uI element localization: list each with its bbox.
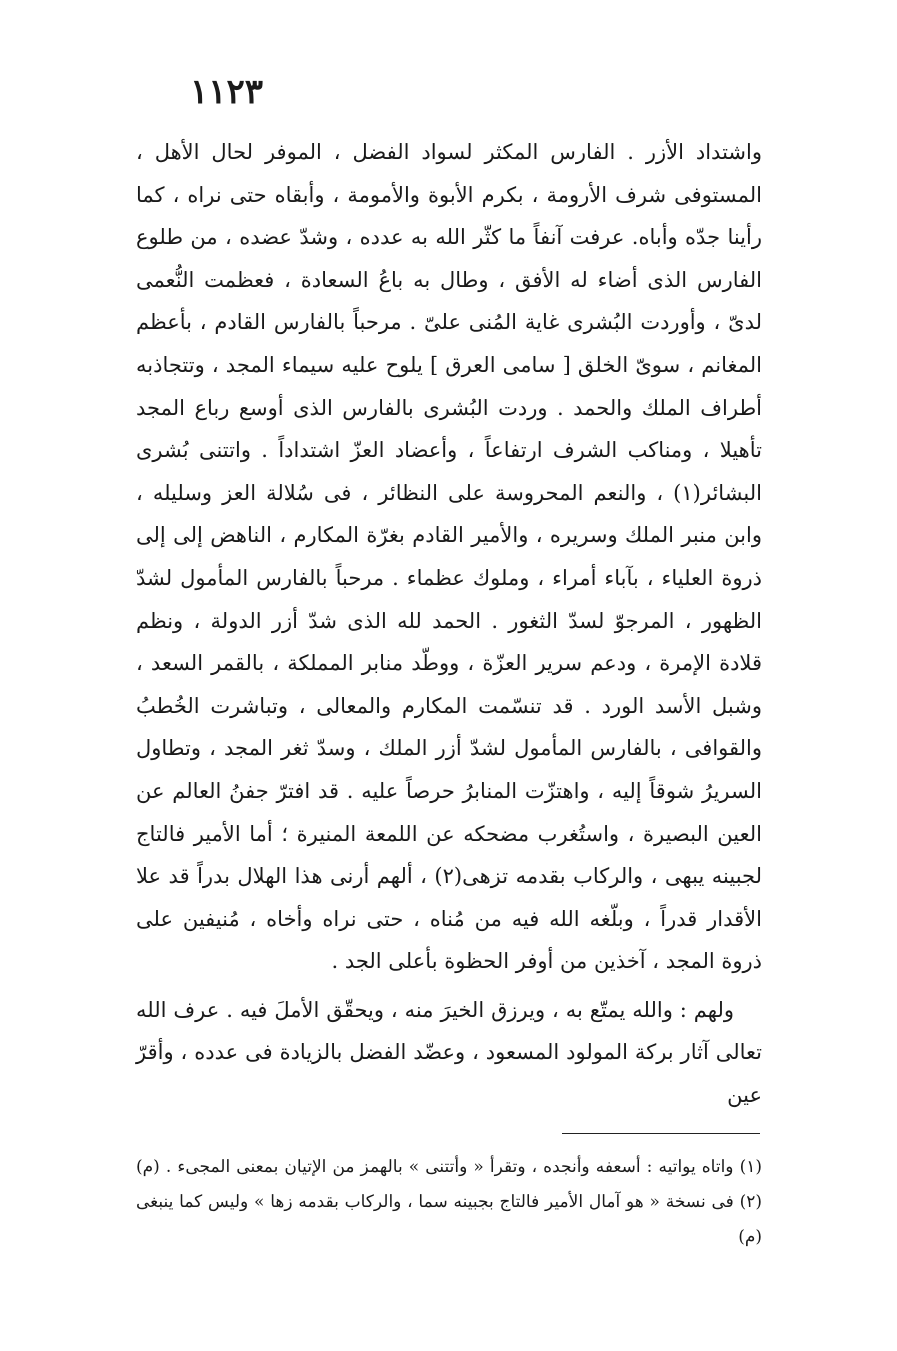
footnote-divider: [562, 1133, 760, 1134]
footnote-text: (١) واتاه يواتيه : أسعفه وأنجده ، وتقرأ « وأتتنى » بالهمز من الإتيان بمعنى المجىء . (م) (٢) فى نسخة « هو آمال الأمير فالتاج بجبينه سما ، والركاب بقدمه زها » وليس كما ينبغى (م): [136, 1157, 762, 1247]
page-number: ١١٢٣: [190, 72, 264, 112]
paragraph-1: واشتداد الأزر . الفارس المكثر لسواد الفضل ، الموفر لحال الأهل ، المستوفى شرف الأرومة ، بكرم الأبوة والأمومة ، وأبقاه حتى نراه ، كما رأينا جدّه وأباه. عرفت آنفاً ما كثّر الله به عدده ، وشدّ عضده ، من طلوع الفارس الذى أضاء له الأفق ، وطال به باعُ السعادة ، فعظمت النُّعمى لدىّ ، وأوردت البُشرى غاية المُنى علىّ . مرحباً بالفارس القادم ، بأعظم المغانم ، سوىّ الخلق [ سامى العرق ] يلوح عليه سيماء المجد ، وتتجاذبه أطراف الملك والحمد . وردت البُشرى بالفارس الذى أوسع رباع المجد تأهيلا ، ومناكب الشرف ارتفاعاً ، وأعضاد العزّ اشتداداً . واتتنى بُشرى البشائر(١) ، والنعم المحروسة على النظائر ، فى سُلالة العز وسليله ، وابن منبر الملك وسريره ، والأمير القادم بغرّة المكارم ، الناهض إلى إلى ذروة العلياء ، بآباء أمراء ، وملوك عظماء . مرحباً بالفارس المأمول لشدّ الظهور ، المرجوّ لسدّ الثغور . الحمد لله الذى شدّ أزر الدولة ، ونظم قلادة الإمرة ، ودعم سرير العزّة ، ووطّد منابر المملكة ، بالقمر السعد ، وشبل الأسد الورد . قد تنسّمت المكارم والمعالى ، وتباشرت الخُطبُ والقوافى ، بالفارس المأمول لشدّ أزر الملك ، وسدّ ثغر المجد ، وتطاول السريرُ شوقاً إليه ، واهتزّت المنابرُ حرصاً عليه . قد افترّ جفنُ العالم عن العين البصيرة ، واستُغرب مضحكه عن اللمعة المنيرة ؛ أما الأمير فالتاج لجبينه يبهى ، والركاب بقدمه تزهى(٢) ، ألهم أرنى هذا الهلال بدراً قد علا الأقدار قدراً ، وبلّغه الله فيه من مُناه ، حتى نراه وأخاه ، مُنيفين على ذروة المجد ، آخذين من أوفر الحظوة بأعلى الجد .: [136, 140, 762, 974]
main-text: [136, 131, 762, 1117]
footnotes: [136, 1150, 762, 1255]
paragraph-2: ولهم : والله يمتّع به ، ويرزق الخيرَ منه ، ويحقّق الأملَ فيه . عرف الله تعالى آثار بركة المولود المسعود ، وعضّد الفضل بالزيادة فى عدده ، وأقرّ عين: [136, 997, 762, 1108]
